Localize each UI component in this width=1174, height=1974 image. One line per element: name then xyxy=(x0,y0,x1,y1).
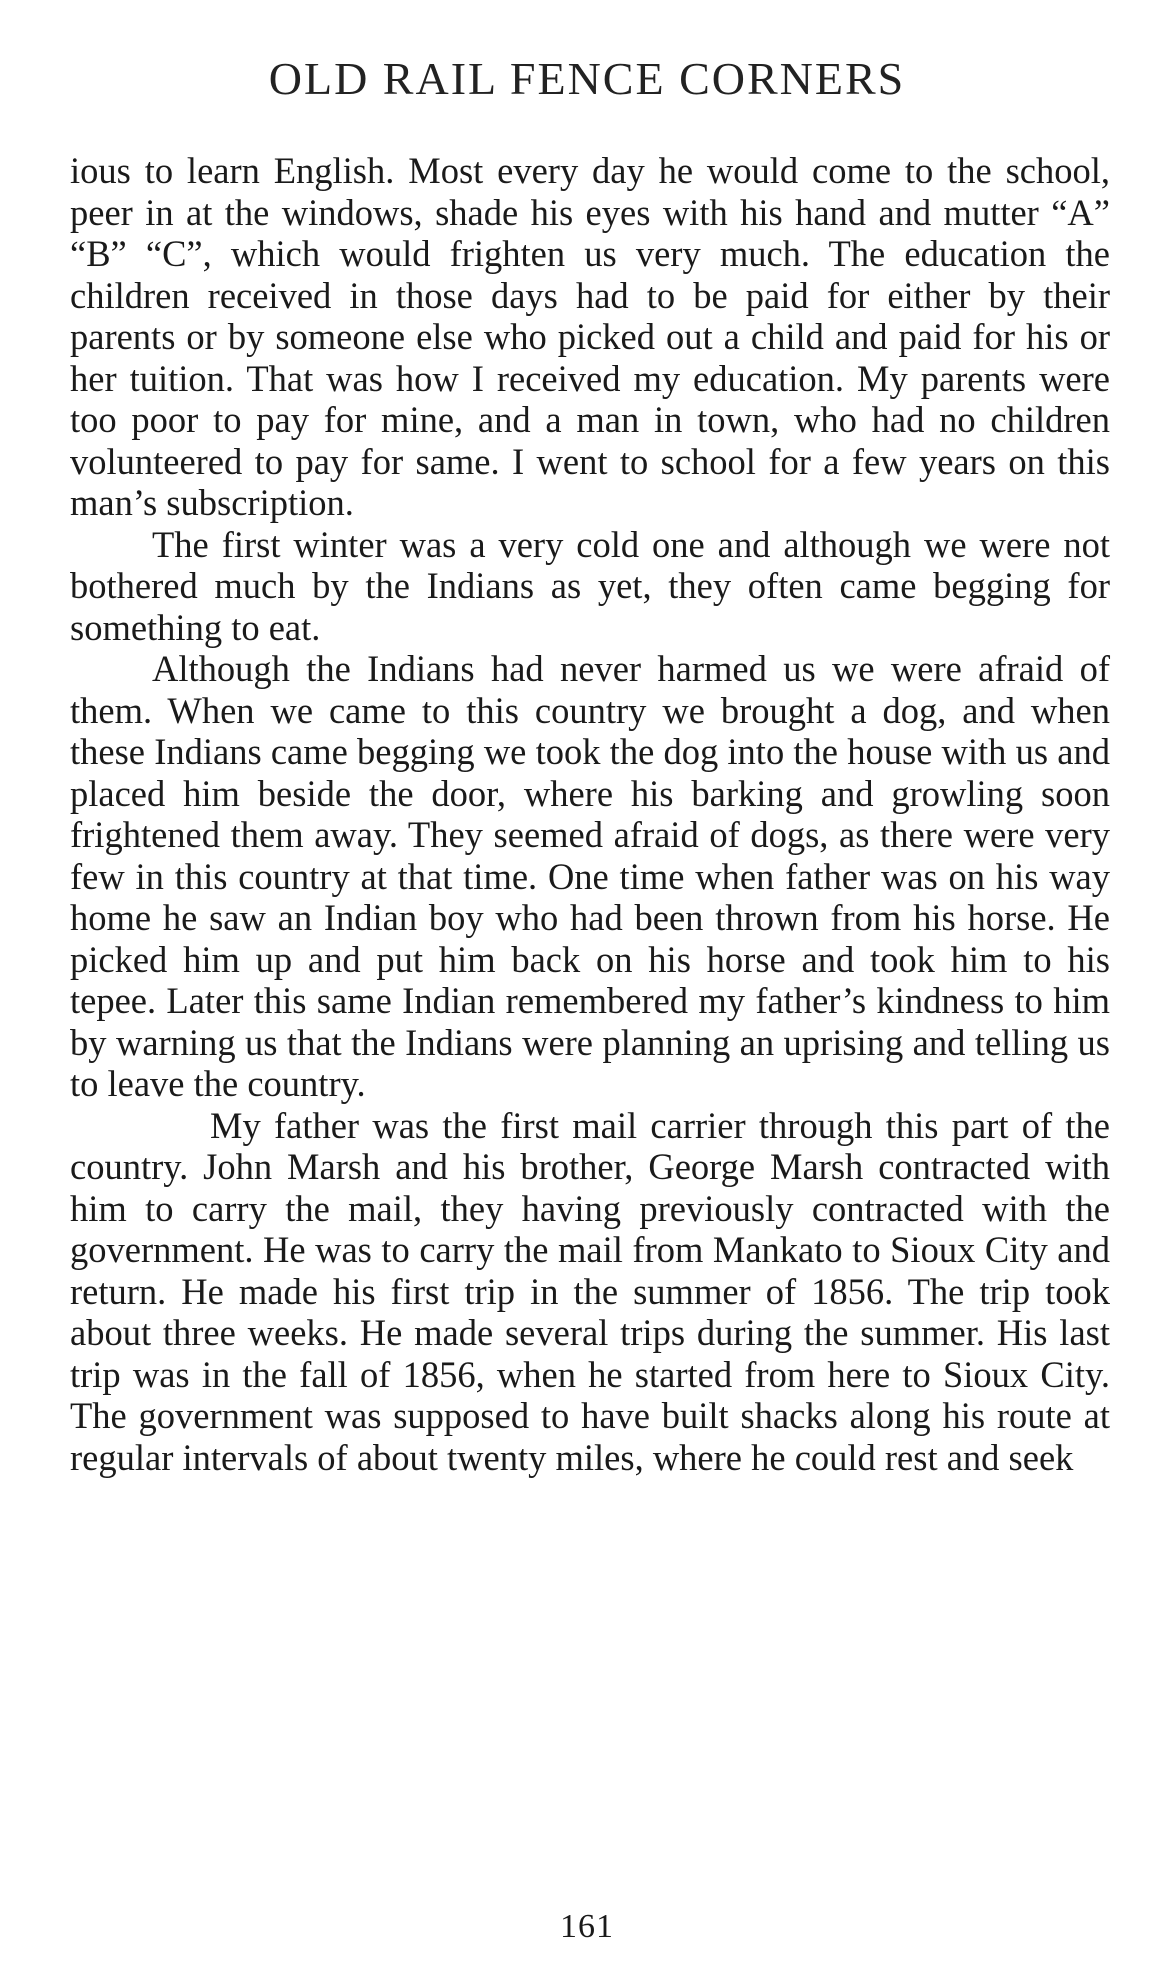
running-head: OLD RAIL FENCE CORNERS xyxy=(268,53,906,104)
paragraph-1: ious to learn English. Most every day he would come to the school, peer in at the windows, shade his eyes with his hand and mutter “A” “B” “C”, which would frighten us very much. The education the children received in those days had to be paid for either by their parents or by someone else who picked out a child and paid for his or her tuition. That was how I received my education. My parents were too poor to pay for mine, and a man in town, who had no children volunteered to pay for same. I went to school for a few years on this man’s subscription. xyxy=(70,150,1110,523)
paragraph-2: The first winter was a very cold one and although we were not bothered much by the Indians as yet, they often came begging for something to eat. xyxy=(70,523,1110,648)
body-text xyxy=(70,150,1110,1478)
paragraph-4: My father was the first mail carrier through this part of the country. John Marsh and his brother, George Marsh contracted with him to carry the mail, they having previously contracted with the government. He was to carry the mail from Mankato to Sioux City and return. He made his first trip in the summer of 1856. The trip took about three weeks. He made several trips during the summer. His last trip was in the fall of 1856, when he started from here to Sioux City. The government was supposed to have built shacks along his route at regular intervals of about twenty miles, where he could rest and seek xyxy=(70,1104,1110,1478)
page-number: 161 xyxy=(560,1908,614,1945)
paragraph-3: Although the Indians had never harmed us we were afraid of them. When we came to this country we brought a dog, and when these Indians came begging we took the dog into the house with us and placed him beside the door, where his barking and growling soon frightened them away. They seemed afraid of dogs, as there were very few in this country at that time. One time when father was on his way home he saw an Indian boy who had been thrown from his horse. He picked him up and put him back on his horse and took him to his tepee. Later this same Indian remembered my father’s kindness to him by warning us that the Indians were planning an uprising and telling us to leave the country. xyxy=(70,648,1110,1104)
